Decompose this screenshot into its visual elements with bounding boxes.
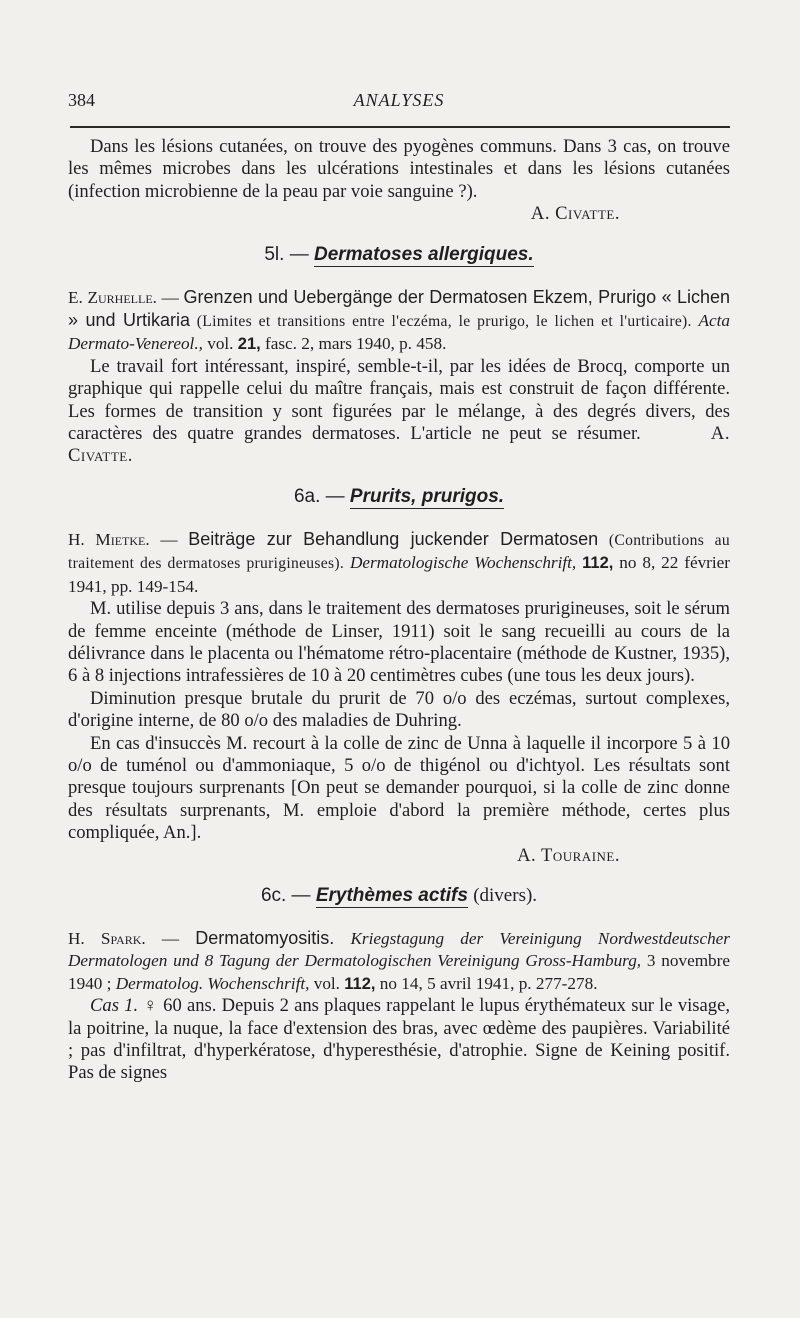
body-paragraph	[68, 688, 730, 733]
ref-volume: 112,	[344, 974, 376, 993]
ref-vol-prefix: vol.	[313, 973, 340, 993]
ref-german-title: Dermatomyositis.	[195, 927, 335, 948]
ref-author: H. Spark.	[68, 928, 146, 948]
ref-journal: Acta Dermato-Venereol.,	[68, 311, 731, 354]
paragraph-text: En cas d'insuccès M. recourt à la colle de zinc de Unna à laquelle il incorpore 5 à 10 o/o de tuménol ou d'ammoniaque, 5 o/o de thigénol ou d'ichtyol. Les résultats sont presque toujours surprenants [On peut se demander pourquoi, si la colle de zinc donne des résultats surprenants, M. emploie d'abord la première méthode, certes plus compliquée, An.].	[68, 732, 730, 844]
intro-paragraph	[68, 136, 730, 226]
case-paragraph	[68, 995, 730, 1085]
case-text: ♀ 60 ans. Depuis 2 ans plaques rappelant le lupus érythémateux sur le visage, la poitrine, la nuque, la face d'extension des bras, avec œdème des paupières. Variabilité ; pas d'infiltrat, d'hyperkératose, d'hyperesthésie, d'atrophie. Signe de Keining positif. Pas de signes	[68, 995, 730, 1084]
running-title: ANALYSES	[353, 90, 445, 110]
reference-spark	[68, 927, 730, 995]
header-rule	[70, 126, 730, 128]
body-paragraph	[68, 733, 730, 867]
ref-dash: —	[161, 928, 180, 948]
body-paragraph	[68, 598, 730, 688]
section-number: 6a. —	[293, 485, 345, 507]
intro-signature: A. Civatte.	[530, 203, 620, 225]
ref-french-title: (Contributions au traitement des dermatoses prurigineuses).	[68, 531, 731, 573]
ref-author: H. Mietke.	[68, 529, 150, 549]
ref-details: no 14, 5 avril 1941, p. 277-278.	[379, 973, 598, 993]
ref-volume: 21,	[237, 335, 261, 354]
page-number: 384	[68, 90, 95, 110]
reference-mietke	[68, 528, 730, 598]
reference-zurhelle	[68, 286, 730, 356]
section-heading-dermatoses-allergiques	[68, 244, 730, 266]
signature: A. Civatte.	[68, 423, 730, 467]
ref-dash: —	[160, 529, 178, 549]
ref-volume: 112,	[582, 554, 614, 573]
ref-details: no 8, 22 février 1941, pp. 149-154.	[68, 553, 731, 596]
section-heading-erythemes	[68, 885, 730, 907]
ref-journal: Dermatolog. Wochenschrift,	[115, 973, 310, 993]
signature: A. Touraine.	[517, 844, 620, 866]
section-number: 5l. —	[264, 243, 309, 265]
ref-journal: Dermatologische Wochenschrift,	[349, 553, 577, 573]
body-paragraph	[68, 356, 730, 468]
ref-congress: Kriegstagung der Vereinigung Nordwestdeutscher Dermatologen und 8 Tagung der Dermatologischen Vereinigung Gross-Hamburg,	[68, 928, 731, 971]
section-heading-prurits	[68, 486, 730, 508]
ref-german-title: Beiträge zur Behandlung juckender Dermatosen	[188, 528, 599, 549]
ref-congress-date: 3 novembre 1940 ;	[68, 951, 731, 993]
intro-text: Dans les lésions cutanées, on trouve des pyogènes communs. Dans 3 cas, on trouve les mêmes microbes dans les ulcérations intestinales et dans les lésions cutanées (infection microbienne de la peau par voie sanguine ?).	[68, 136, 730, 202]
section-title: Erythèmes actifs	[315, 884, 468, 906]
case-label: Cas 1.	[90, 995, 139, 1017]
section-title: Prurits, prurigos.	[349, 485, 505, 507]
ref-dash: —	[161, 287, 179, 307]
paragraph-text: Diminution presque brutale du prurit de 70 o/o des eczémas, surtout complexes, d'origine interne, de 80 o/o des maladies de Duhring.	[68, 687, 730, 732]
paragraph-text: Le travail fort intéressant, inspiré, semble-t-il, par les idées de Brocq, comporte un graphique qui rappelle celui du maître français, mais est construit de façon différente. Les formes de transition y sont figurées par le mélange, à des degrés divers, des caractères des quatre grandes dermatoses. L'article ne peut se résumer.	[68, 355, 730, 445]
ref-vol-prefix: vol.	[207, 334, 234, 354]
section-number: 6c. —	[260, 884, 311, 906]
ref-german-title: Grenzen und Uebergänge der Dermatosen Ekzem, Prurigo « Lichen » und Urtikaria	[68, 286, 731, 331]
ref-author: E. Zurhelle.	[68, 287, 157, 307]
ref-details: fasc. 2, mars 1940, p. 458.	[265, 334, 447, 354]
ref-french-title: (Limites et transitions entre l'eczéma, le prurigo, le lichen et l'urticaire).	[196, 313, 692, 331]
section-title: Dermatoses allergiques.	[313, 243, 534, 265]
running-head	[68, 90, 730, 116]
section-subtitle: (divers).	[473, 884, 538, 906]
paragraph-text: M. utilise depuis 3 ans, dans le traitement des dermatoses prurigineuses, soit le sérum de femme enceinte (méthode de Linser, 1911) soit le sang recueilli au cours de la délivrance dans le placenta ou l'hématome rétro-placentaire (méthode de Kustner, 1935), 6 à 8 injections intrafessières de 10 à 20 centimètres cubes (une tous les deux jours).	[68, 598, 730, 687]
